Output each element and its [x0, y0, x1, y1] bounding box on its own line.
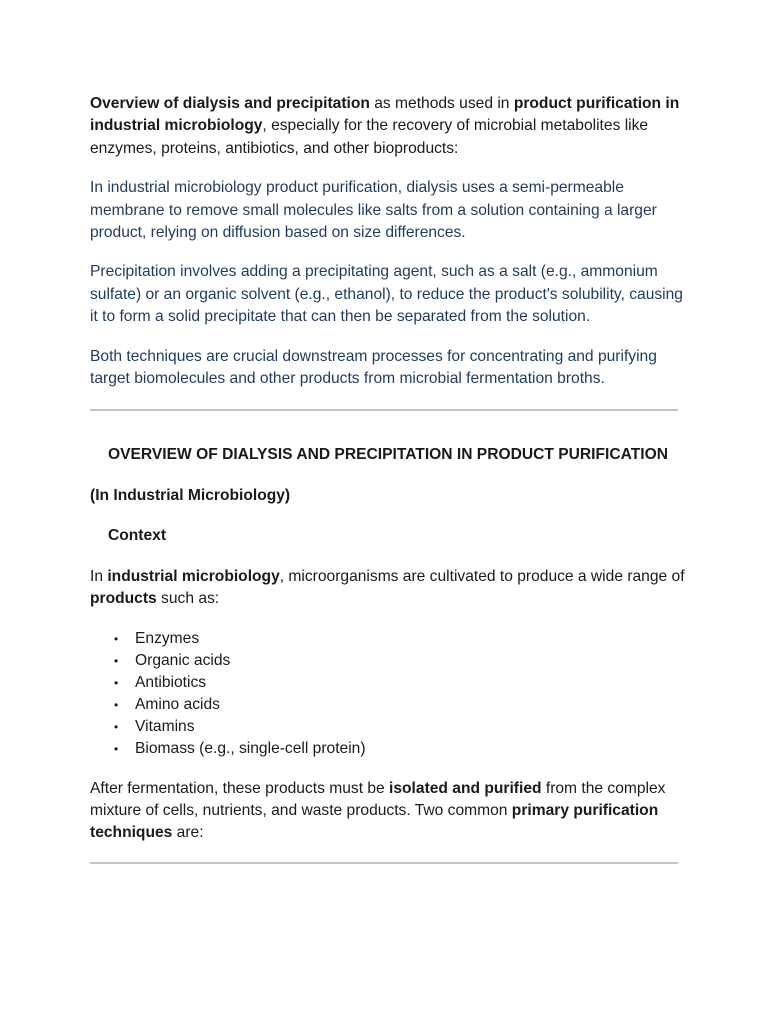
intro-text-2: , especially for the recovery of microbial metabolites like enzymes, proteins, antibiotics, and other bioproducts: [90, 117, 649, 157]
context-paragraph [90, 566, 686, 611]
bullet-icon: • [114, 631, 119, 646]
context-label: Context [108, 527, 167, 545]
section-subheading: (In Industrial Microbiology) [90, 486, 291, 504]
context-bold-products: products [90, 590, 157, 608]
document-page [90, 93, 686, 864]
context-bold-field: industrial microbiology [107, 567, 280, 585]
after-bold-techniques: primary purification techniques [90, 801, 659, 842]
list-item [114, 628, 686, 650]
list-item [114, 650, 686, 672]
products-list [90, 628, 686, 760]
list-item-label: Vitamins [135, 717, 195, 735]
dialysis-summary: In industrial microbiology product purification, dialysis uses a semi-permeable membrane to remove small molecules like salts from a solution containing a larger product, relying on diffusion based on size differences. [90, 179, 657, 242]
after-fermentation-paragraph [90, 778, 686, 845]
bullet-icon: • [114, 675, 119, 690]
after-text-3: are: [172, 824, 204, 842]
intro-text-1: as methods used in [369, 95, 514, 112]
list-item-label: Enzymes [135, 629, 200, 647]
both-techniques-summary: Both techniques are crucial downstream processes for concentrating and purifying target biomolecules and other products from microbial fermentation broths. [90, 347, 657, 388]
bullet-icon: • [114, 719, 119, 734]
list-item [114, 716, 686, 738]
list-item-label: Antibiotics [135, 673, 207, 691]
list-item [114, 738, 686, 760]
bullet-icon: • [114, 653, 119, 668]
intro-bold-scope: product purification in industrial microbiology [90, 95, 680, 135]
after-text-2: from the complex mixture of cells, nutrients, and waste products. Two common [90, 779, 666, 819]
list-item-label: Biomass (e.g., single-cell protein) [135, 739, 366, 757]
list-item-label: Organic acids [135, 651, 231, 669]
section-heading: OVERVIEW OF DIALYSIS AND PRECIPITATION IN PRODUCT PURIFICATION [108, 446, 668, 464]
list-item [114, 672, 686, 694]
bullet-icon: • [114, 741, 119, 756]
context-text-1: In [90, 567, 108, 585]
context-text-2: , microorganisms are cultivated to produce a wide range of [279, 567, 685, 585]
list-item-label: Amino acids [135, 695, 220, 713]
after-text-1: After fermentation, these products must be [90, 779, 390, 797]
intro-bold-overview: Overview of dialysis and precipitation [90, 95, 370, 112]
precipitation-summary: Precipitation involves adding a precipitating agent, such as a salt (e.g., ammonium sulfate) or an organic solvent (e.g., ethanol), to reduce the product's solubility, causing it to form a solid precipitate that can then be separated from the solution. [90, 263, 683, 326]
intro-paragraph [90, 93, 686, 160]
section-divider-top [90, 409, 678, 411]
section-divider-bottom [90, 862, 678, 864]
context-text-3: such as: [156, 590, 220, 608]
list-item [114, 694, 686, 716]
bullet-icon: • [114, 697, 119, 712]
after-bold-isolated: isolated and purified [389, 779, 542, 797]
